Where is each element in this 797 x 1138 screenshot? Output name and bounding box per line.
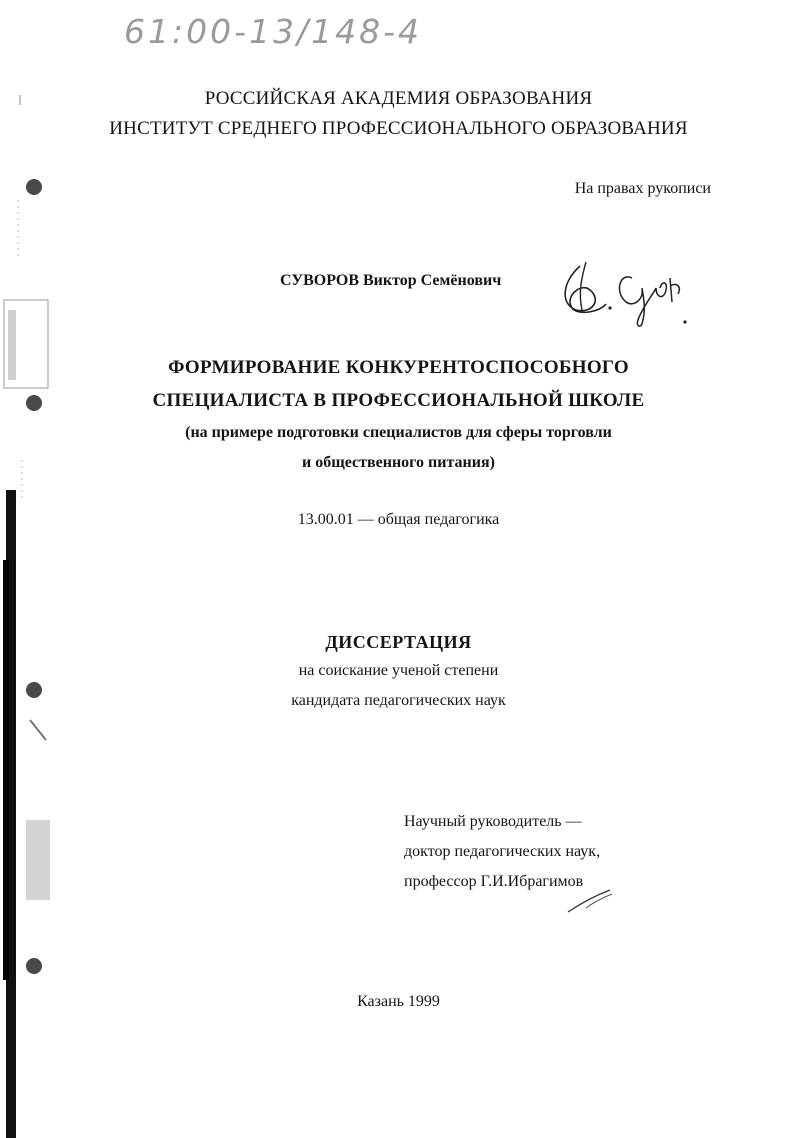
author-given-names: Виктор Семёнович [363,272,502,289]
subtitle-line-2: и общественного питания) [302,454,495,471]
supervisor-line-2: доктор педагогических наук, [404,843,601,860]
place-year: Казань 1999 [357,993,440,1010]
supervisor-line-3: профессор Г.И.Ибрагимов [404,873,584,890]
archive-code: 61:00-13/148-4 [124,12,423,51]
specialty: 13.00.01 — общая педагогика [297,511,500,528]
rights-note: На правах рукописи [574,180,711,197]
author-surname: СУВОРОВ [280,272,359,289]
title-line-1: ФОРМИРОВАНИЕ КОНКУРЕНТОСПОСОБНОГО [168,357,629,378]
supervisor-line-1: Научный руководитель — [404,813,582,830]
binding-smudge [26,820,50,900]
institute-name: ИНСТИТУТ СРЕДНЕГО ПРОФЕССИОНАЛЬНОГО ОБРАЗОВАНИЯ [109,118,688,139]
title-line-2: СПЕЦИАЛИСТА В ПРОФЕССИОНАЛЬНОЙ ШКОЛЕ [152,390,645,411]
academy-name: РОССИЙСКАЯ АКАДЕМИЯ ОБРАЗОВАНИЯ [204,88,593,109]
punch-hole-1 [26,179,42,195]
binding-strip [0,0,60,1138]
author-name [280,272,501,290]
dissertation-heading: ДИССЕРТАЦИЯ [325,632,472,652]
subtitle-line-1: (на примере подготовки специалистов для сферы торговли [185,424,612,441]
binding-edge [3,560,9,980]
author-signature [552,252,692,332]
supervisor-mark [566,886,616,916]
degree-line-1: на соискание ученой степени [298,662,499,679]
scan-mark [30,720,46,740]
punch-hole-4 [26,958,42,974]
degree-line-2: кандидата педагогических наук [291,692,506,709]
